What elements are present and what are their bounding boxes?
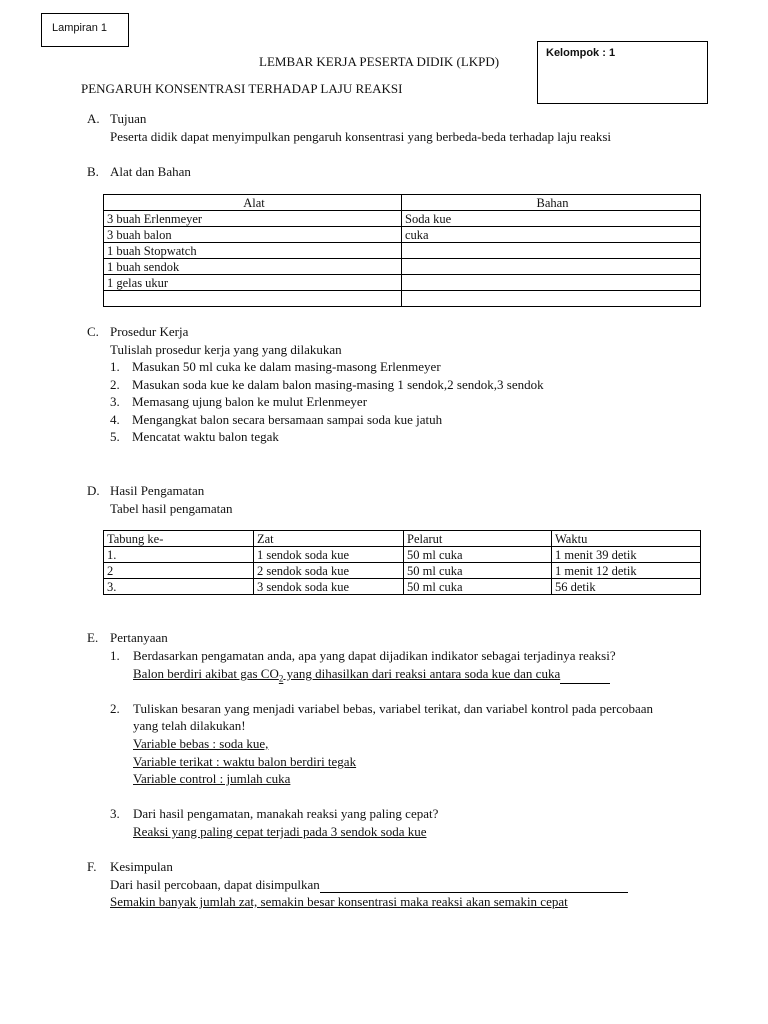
step-text: Memasang ujung balon ke mulut Erlenmeyer — [132, 394, 368, 409]
table-cell: cuka — [402, 227, 701, 243]
section-e-heading: Pertanyaan — [110, 630, 168, 645]
question-2-number: 2. — [110, 701, 120, 716]
step-number: 4. — [110, 411, 120, 427]
question-2-line-2: yang telah dilakukan! — [133, 718, 246, 733]
table-cell: 1 gelas ukur — [104, 275, 402, 291]
answer-2-line-1: Variable bebas : soda kue, — [133, 736, 269, 751]
table-row — [104, 211, 701, 227]
conclusion-intro: Dari hasil percobaan, dapat disimpulkan — [110, 877, 320, 892]
alat-bahan-table — [103, 194, 701, 307]
table-cell — [402, 275, 701, 291]
question-2-line-1: Tuliskan besaran yang menjadi variabel bebas, variabel terikat, dan variabel kontrol pada percobaan — [133, 701, 654, 716]
question-1-text: Berdasarkan pengamatan anda, apa yang dapat dijadikan indikator sebagai terjadinya reaksi? — [133, 648, 616, 663]
table-row — [104, 275, 701, 291]
column-header: Pelarut — [404, 531, 552, 547]
step-number: 2. — [110, 376, 120, 392]
table-cell: 50 ml cuka — [404, 563, 552, 579]
observation-table — [103, 530, 701, 595]
question-1-number: 1. — [110, 648, 120, 663]
question-3-text: Dari hasil pengamatan, manakah reaksi yang paling cepat? — [133, 806, 439, 821]
table-cell: 1 menit 39 detik — [552, 547, 701, 563]
section-c-letter: C. — [87, 324, 99, 339]
table-row — [104, 547, 701, 563]
step-number: 5. — [110, 429, 120, 444]
table-cell: 3 buah balon — [104, 227, 402, 243]
section-b-letter: B. — [87, 164, 99, 179]
table-row — [104, 291, 701, 307]
step-text: Mencatat waktu balon tegak — [132, 429, 279, 444]
column-header: Zat — [254, 531, 404, 547]
kelompok-box — [537, 41, 708, 104]
page-title: LEMBAR KERJA PESERTA DIDIK (LKPD) — [259, 54, 500, 69]
section-d-letter: D. — [87, 483, 100, 498]
table-cell: 2 — [104, 563, 254, 579]
table-cell — [402, 243, 701, 259]
table-cell: 56 detik — [552, 579, 701, 595]
table-cell: 3 buah Erlenmeyer — [104, 211, 402, 227]
conclusion-intro-line — [110, 877, 628, 893]
section-f-heading: Kesimpulan — [110, 859, 173, 874]
step-number: 3. — [110, 394, 120, 409]
answer-1 — [133, 666, 610, 684]
question-3-number: 3. — [110, 806, 120, 821]
section-f-letter: F. — [87, 859, 97, 874]
answer-1-subscript: 2 — [278, 673, 284, 684]
table-cell — [402, 259, 701, 275]
section-c-intro: Tulislah prosedur kerja yang yang dilakukan — [110, 342, 342, 357]
answer-2-line-3: Variable control : jumlah cuka — [133, 771, 291, 786]
answer-1-blank — [560, 671, 610, 684]
step-text: Mengangkat balon secara bersamaan sampai soda kue jatuh — [132, 411, 443, 427]
table-cell: Soda kue — [402, 211, 701, 227]
table-header-row — [104, 531, 701, 547]
answer-3: Reaksi yang paling cepat terjadi pada 3 sendok soda kue — [133, 824, 427, 839]
table-row — [104, 579, 701, 595]
answer-2-line-2: Variable terikat : waktu balon berdiri tegak — [133, 754, 357, 769]
table-cell: 3. — [104, 579, 254, 595]
section-a-text: Peserta didik dapat menyimpulkan pengaruh konsentrasi yang berbeda-beda terhadap laju reaksi — [110, 129, 612, 144]
section-a-heading: Tujuan — [110, 111, 147, 126]
conclusion-blank — [320, 880, 628, 893]
section-a-letter: A. — [87, 111, 100, 126]
table-cell: 50 ml cuka — [404, 579, 552, 595]
section-d-heading: Hasil Pengamatan — [110, 483, 205, 498]
section-d-intro: Tabel hasil pengamatan — [110, 501, 233, 516]
table-row — [104, 243, 701, 259]
table-cell: 3 sendok soda kue — [254, 579, 404, 595]
table-cell: 50 ml cuka — [404, 547, 552, 563]
conclusion-answer: Semakin banyak jumlah zat, semakin besar konsentrasi maka reaksi akan semakin cepat — [110, 894, 568, 909]
table-cell: 1 menit 12 detik — [552, 563, 701, 579]
table-row — [104, 563, 701, 579]
step-text: Masukan 50 ml cuka ke dalam masing-masong Erlenmeyer — [132, 359, 441, 374]
section-b-heading: Alat dan Bahan — [110, 164, 191, 179]
kelompok-label: Kelompok : 1 — [546, 47, 616, 59]
section-e-letter: E. — [87, 630, 99, 645]
table-cell: 1. — [104, 547, 254, 563]
table-cell — [402, 291, 701, 307]
lampiran-label: Lampiran 1 — [52, 22, 108, 34]
table-cell: 1 sendok soda kue — [254, 547, 404, 563]
table-cell: 1 buah Stopwatch — [104, 243, 402, 259]
table-row — [104, 227, 701, 243]
table-cell: 2 sendok soda kue — [254, 563, 404, 579]
page-subtitle: PENGARUH KONSENTRASI TERHADAP LAJU REAKSI — [81, 81, 403, 96]
lampiran-box — [41, 13, 129, 47]
column-header: Waktu — [552, 531, 701, 547]
step-text: Masukan soda kue ke dalam balon masing-masing 1 sendok,2 sendok,3 sendok — [132, 376, 544, 392]
answer-1-pre: Balon berdiri akibat gas CO — [133, 666, 279, 681]
table-cell: 1 buah sendok — [104, 259, 402, 275]
section-c-heading: Prosedur Kerja — [110, 324, 189, 339]
table-header-row — [104, 195, 701, 211]
column-header: Alat — [104, 195, 402, 211]
answer-1-post: yang dihasilkan dari reaksi antara soda kue dan cuka — [283, 666, 561, 681]
table-row — [104, 259, 701, 275]
column-header: Tabung ke- — [104, 531, 254, 547]
step-number: 1. — [110, 359, 120, 374]
column-header: Bahan — [402, 195, 701, 211]
table-cell — [104, 291, 402, 307]
